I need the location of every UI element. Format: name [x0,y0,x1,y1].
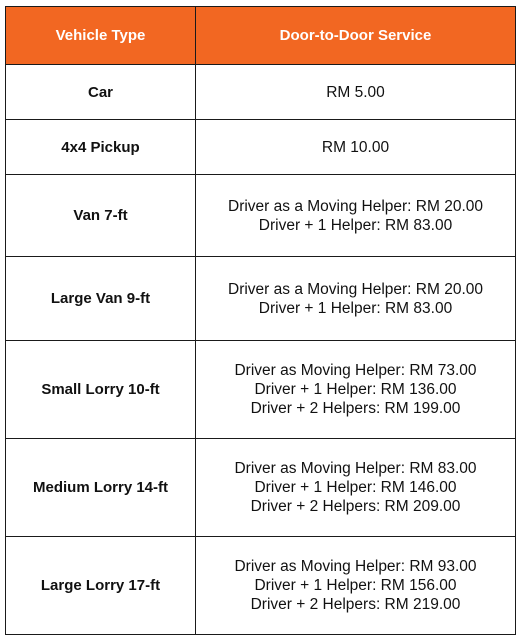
service-line: Driver + 1 Helper: RM 146.00 [254,479,457,496]
table-row [6,537,516,635]
table-row [6,120,516,175]
service-line: Driver as Moving Helper: RM 73.00 [234,362,477,379]
service-line: Driver + 2 Helpers: RM 199.00 [250,400,461,417]
service-line: Driver + 2 Helpers: RM 219.00 [250,596,461,613]
table-header-row [6,7,516,65]
service-line: Driver as Moving Helper: RM 83.00 [234,460,477,477]
service-line: RM 5.00 [326,83,385,101]
service-cell [196,439,516,537]
service-cell [196,65,516,120]
service-line: Driver + 1 Helper: RM 83.00 [258,216,453,234]
service-line: Driver + 1 Helper: RM 136.00 [254,381,457,398]
service-line: Driver as Moving Helper: RM 93.00 [234,558,477,575]
table-row [6,175,516,257]
service-cell [196,175,516,257]
table-row [6,341,516,439]
service-cell [196,257,516,341]
service-line: Driver + 1 Helper: RM 83.00 [258,299,453,317]
table-row [6,65,516,120]
pricing-table [5,6,516,635]
service-line: Driver + 1 Helper: RM 156.00 [254,577,457,594]
service-cell [196,341,516,439]
header-door-to-door-service: Door-to-Door Service [196,7,516,65]
vehicle-type-cell: Medium Lorry 14-ft [6,439,196,537]
header-vehicle-type: Vehicle Type [6,7,196,65]
vehicle-type-cell: Car [6,65,196,120]
vehicle-type-cell: Van 7-ft [6,175,196,257]
service-cell [196,120,516,175]
pricing-table-container [5,6,516,635]
vehicle-type-cell: Large Van 9-ft [6,257,196,341]
table-row [6,257,516,341]
vehicle-type-cell: 4x4 Pickup [6,120,196,175]
service-line: Driver as a Moving Helper: RM 20.00 [228,280,483,298]
vehicle-type-cell: Small Lorry 10-ft [6,341,196,439]
table-row [6,439,516,537]
service-cell [196,537,516,635]
service-line: Driver as a Moving Helper: RM 20.00 [228,197,483,215]
service-line: RM 10.00 [321,138,390,156]
service-line: Driver + 2 Helpers: RM 209.00 [250,498,461,515]
vehicle-type-cell: Large Lorry 17-ft [6,537,196,635]
